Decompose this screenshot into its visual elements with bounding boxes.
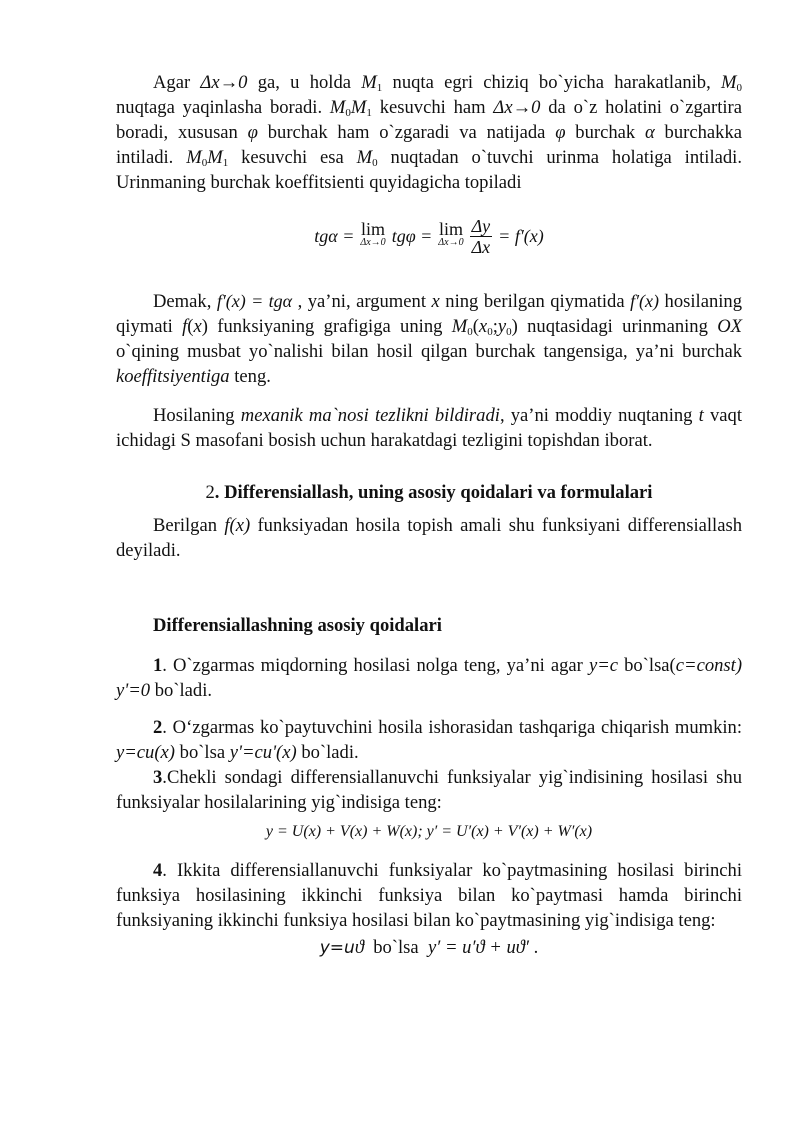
text: nuqta egri chiziq bo`yicha harakatlanib, — [382, 72, 721, 93]
math: M — [350, 97, 367, 118]
math: y=c — [588, 655, 619, 676]
math: f′(x) = tgα — [216, 291, 293, 311]
math: ; — [492, 316, 498, 337]
math: y′ = u′ϑ + uϑ′ — [427, 937, 529, 958]
paragraph-intro — [116, 70, 742, 195]
text: nuqtadan o`tuvchi urinma holatiga intiladi. Urinmaning burchak koeffitsienti quyidagicha topiladi — [116, 147, 742, 193]
math: y=u — [319, 938, 355, 958]
text: vaqt ichidagi S masofani bosish uchun harakatdagi tezligini topishdan iborat. — [116, 405, 742, 451]
paragraph-mechanical-meaning — [116, 403, 742, 453]
text: da o`z holatini o`zgartira boradi, xususan — [116, 97, 743, 143]
text: nuqtaga yaqinlasha boradi. — [116, 97, 330, 118]
math: M — [721, 72, 737, 93]
text: Agar — [153, 72, 201, 93]
math: c=const) y'=0 — [116, 655, 743, 701]
formula-part: tgα = — [314, 225, 355, 246]
formula-sum-derivative: y = U(x) + V(x) + W(x); y′ = U′(x) + V′(x) + W′(x) — [265, 823, 593, 840]
text: , ya’ni, argument — [292, 291, 432, 312]
math: x — [431, 291, 440, 312]
rule-3 — [116, 765, 742, 815]
emphasis: mexanik ma`nosi tezlikni bildiradi — [240, 405, 500, 426]
text: . O`zgarmas miqdorning hosilasi nolga teng, ya’ni agar — [162, 655, 589, 676]
text: Demak, — [153, 291, 217, 312]
text: bo`lsa( — [618, 655, 676, 676]
text: funksiyadan hosila topish amali shu funksiyani differensiallash deyiladi. — [116, 515, 742, 561]
math: Δx→0 — [200, 72, 248, 93]
math: Δx→0 — [493, 97, 541, 118]
math: x — [193, 316, 202, 337]
text: Berilgan — [153, 515, 225, 536]
math-sub: 0 — [736, 82, 742, 94]
text: teng. — [229, 366, 271, 387]
math-sub: 1 — [222, 157, 229, 169]
text: bo`lsa — [175, 742, 230, 763]
math: y — [497, 316, 507, 337]
document-page — [116, 70, 742, 961]
lim-label: lim — [361, 219, 386, 239]
text: burchak — [565, 122, 645, 143]
math-sub: 1 — [366, 107, 372, 119]
numerator: Δy — [471, 215, 491, 236]
math-sub: 0 — [487, 326, 493, 338]
math-sub: 0 — [345, 107, 351, 119]
text: burchakka intiladi. — [116, 122, 742, 168]
text: ga, u holda — [247, 72, 362, 93]
paragraph-definition — [116, 513, 742, 563]
math: f(x) — [224, 515, 251, 536]
limit — [360, 219, 386, 250]
fraction — [470, 216, 493, 257]
math: f — [182, 316, 188, 337]
text: . — [528, 937, 539, 958]
rule-number: 1 — [153, 655, 163, 676]
text: .Chekli sondagi differensiallanuvchi funksiyalar yig`indisining hosilasi shu funksiyalar hosilalarining yig`indisiga teng: — [116, 767, 742, 813]
math-sub: 0 — [506, 326, 512, 338]
math: M — [207, 147, 223, 168]
math: M — [361, 72, 377, 93]
math: ϑ — [354, 937, 364, 958]
text: hosilaning qiymati — [116, 291, 743, 337]
paragraph-demak — [116, 289, 742, 389]
subheading-rules: Differensiallashning asosiy qoidalari — [153, 615, 442, 636]
text: kesuvchi ham — [371, 97, 494, 118]
math-sub: 0 — [467, 326, 473, 338]
rule-4 — [116, 858, 742, 933]
rule-number: 3 — [153, 767, 163, 788]
rule-1 — [116, 653, 742, 703]
text: kesuvchi esa — [228, 147, 357, 168]
denominator: Δx — [471, 236, 491, 257]
rule-2 — [116, 715, 742, 765]
text: Hosilaning — [153, 405, 241, 426]
text: funksiyaning grafigiga uning — [207, 316, 452, 337]
lim-sub: Δx→0 — [438, 237, 464, 248]
math: ( — [472, 316, 479, 337]
formula-product-derivative — [116, 935, 742, 961]
lim-label: lim — [438, 219, 463, 239]
text: , ya’ni moddiy nuqtaning — [499, 405, 699, 426]
math: φ — [247, 122, 258, 143]
math: M — [186, 147, 202, 168]
text: bo`ladi. — [150, 680, 213, 701]
text: nuqtasidagi urinmaning — [517, 316, 718, 337]
math: y'=cu'(x) — [229, 742, 297, 763]
math: t — [698, 405, 704, 426]
math: M — [356, 147, 373, 168]
math: M — [329, 97, 346, 118]
limit — [438, 219, 464, 250]
text: . O‘zgarmas ko`paytuvchini hosila ishorasidan tashqariga chiqarish mumkin: — [162, 717, 742, 738]
math-sub: 0 — [372, 157, 378, 169]
rule-number: 4 — [153, 860, 163, 881]
formula-part: tgφ = — [391, 225, 433, 246]
math-sub: 0 — [201, 157, 208, 169]
heading-number: 2 — [205, 482, 215, 503]
formula-part: = f′(x) — [498, 225, 544, 246]
math: x — [478, 316, 488, 337]
math: OX — [717, 316, 742, 337]
text: bo`ladi. — [296, 742, 359, 763]
lim-sub: Δx→0 — [360, 237, 386, 248]
rule-number: 2 — [153, 717, 163, 738]
section-heading — [116, 480, 742, 505]
math-sub: 1 — [376, 82, 383, 94]
emphasis: koeffitsiyentiga — [116, 366, 230, 387]
formula-tangent-slope — [116, 211, 742, 261]
text: o`qining musbat yo`nalishi bilan hosil qilgan burchak tangensiga, ya’ni burchak — [116, 341, 742, 362]
heading-text: . Differensiallash, uning asosiy qoidalari va formulalari — [214, 482, 653, 503]
text: ning berilgan qiymatida — [439, 291, 631, 312]
math: M — [451, 316, 468, 337]
math: φ — [555, 122, 566, 143]
text: burchak ham o`zgaradi va natijada — [257, 122, 556, 143]
text: . Ikkita differensiallanuvchi funksiyalar ko`paytmasining hosilasi birinchi funksiya hosilasining ikkinchi funksiya bilan ko`paytmasi hamda birinchi funksiyaning ikkinchi funksiya hosilasi bilan ko`paytmasining yig`indisiga teng: — [116, 860, 742, 931]
math: y=cu(x) — [116, 742, 175, 763]
math: ) — [511, 316, 518, 337]
math: ) — [201, 316, 208, 337]
math: f′(x) — [630, 291, 660, 311]
math: α — [645, 122, 655, 143]
text: bo`lsa — [363, 937, 428, 958]
math: ( — [187, 316, 194, 337]
